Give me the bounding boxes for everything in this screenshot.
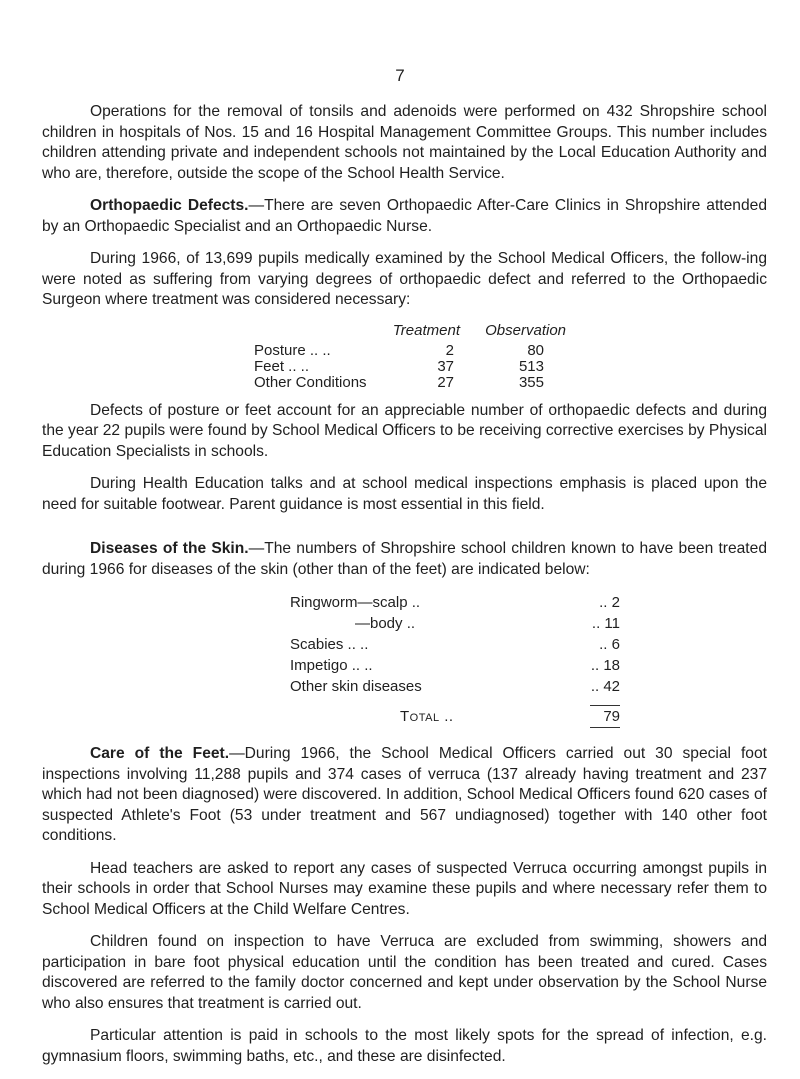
table-row [290, 592, 620, 613]
verruca-exclusion-paragraph: Children found on inspection to have Verruca are excluded from swimming, showers and participation in bare foot physical education until the condition has been treated and cured. Cases discovered are referred to the family doctor concerned and kept under observation by the School Nurse who also ensures that treatment is carried out. [42, 933, 767, 1012]
feet-text: —During 1966, the School Medical Officers carried out 30 special foot inspections involving 11,288 pupils and 374 cases of verruca (137 already having treatment and 237 which had not been diagnosed) were discovered. In addition, School Medical Officers found 620 cases of suspected Athlete's Foot (53 under treatment and 567 undiagnosed) together with 140 other foot conditions. [42, 745, 767, 844]
row-value: .. 2 [599, 594, 620, 611]
total-label: Total .. [400, 708, 454, 725]
row-value: .. 18 [590, 657, 620, 674]
row-label: Posture .. .. [254, 341, 331, 359]
row-label: Impetigo .. .. [290, 657, 373, 674]
spacer [590, 697, 620, 706]
feet-paragraph [42, 744, 767, 847]
treatment-value: 2 [445, 341, 454, 359]
observation-value: 513 [518, 357, 544, 375]
row-value: .. 42 [590, 678, 620, 695]
treatment-value: 37 [437, 357, 454, 375]
footwear-paragraph: During Health Education talks and at school medical inspections emphasis is placed upon the need for suitable footwear. Parent guidance is most essential in this field. [42, 475, 767, 513]
skin-heading: Diseases of the Skin. [90, 540, 249, 557]
feet-heading: Care of the Feet. [90, 745, 230, 762]
skin-paragraph [42, 539, 767, 580]
row-label: Scabies .. .. [290, 636, 369, 653]
posture-paragraph: Defects of posture or feet account for an appreciable number of orthopaedic defects and during the year 22 pupils were found by School Medical Officers to be receiving corrective exercises by Physical Education Specialists in schools. [42, 401, 767, 460]
orthopaedic-examination-paragraph: During 1966, of 13,699 pupils medically examined by the School Medical Officers, the follow-ing were noted as suffering from varying degrees of orthopaedic defect and referred to the Orthopaedic Surgeon where treatment was considered necessary: [42, 250, 767, 308]
document-body [42, 102, 767, 1079]
total-row [290, 706, 620, 728]
row-label: Feet .. .. [254, 357, 310, 375]
skin-text: —The numbers of Shropshire school children known to have been treated during 1966 for diseases of the skin (other than of the feet) are indicated below: [42, 540, 767, 578]
table-row [254, 343, 566, 359]
skin-diseases-table [290, 592, 620, 728]
header-observation: Observation [485, 321, 566, 339]
orthopaedic-table [254, 323, 566, 391]
table-row [254, 375, 566, 391]
header-blank [254, 323, 374, 343]
row-label: Other skin diseases [290, 678, 422, 695]
observation-value: 355 [518, 373, 544, 391]
orthopaedic-heading: Orthopaedic Defects. [90, 197, 249, 214]
table-row [290, 655, 620, 676]
table-row [254, 359, 566, 375]
disinfection-paragraph: Particular attention is paid in schools to the most likely spots for the spread of infection, e.g. gymnasium floors, swimming baths, etc., and these are disinfected. [42, 1027, 767, 1065]
table-row [290, 676, 620, 697]
total-value: 79 [590, 706, 620, 728]
treatment-value: 27 [437, 373, 454, 391]
header-treatment: Treatment [392, 321, 460, 339]
page-number: 7 [395, 66, 405, 85]
row-label: Ringworm—scalp .. [290, 594, 421, 611]
verruca-report-paragraph: Head teachers are asked to report any cases of suspected Verruca occurring amongst pupils in their schools in order that School Nurses may examine these pupils and where necessary refer them to School Medical Officers at the Child Welfare Centres. [42, 859, 767, 918]
table-row [290, 634, 620, 655]
row-label: —body .. [355, 615, 416, 632]
row-value: .. 11 [591, 615, 620, 632]
table-row [290, 613, 620, 634]
orthopaedic-paragraph [42, 196, 767, 237]
tonsils-paragraph: Operations for the removal of tonsils and adenoids were performed on 432 Shropshire school children in hospitals of Nos. 15 and 16 Hospital Management Committee Groups. This number includes children attending private and independent schools not maintained by the Local Education Authority and who are, therefore, outside the scope of the School Health Service. [42, 103, 767, 182]
row-value: .. 6 [599, 636, 620, 653]
orthopaedic-text: —There are seven Orthopaedic After-Care Clinics in Shropshire attended by an Orthopaedic Specialist and an Orthopaedic Nurse. [42, 197, 767, 235]
observation-value: 80 [527, 341, 544, 359]
row-label: Other Conditions [254, 373, 367, 391]
table-header-row [254, 323, 566, 343]
spacer [290, 697, 590, 706]
spacer-row [290, 697, 620, 706]
